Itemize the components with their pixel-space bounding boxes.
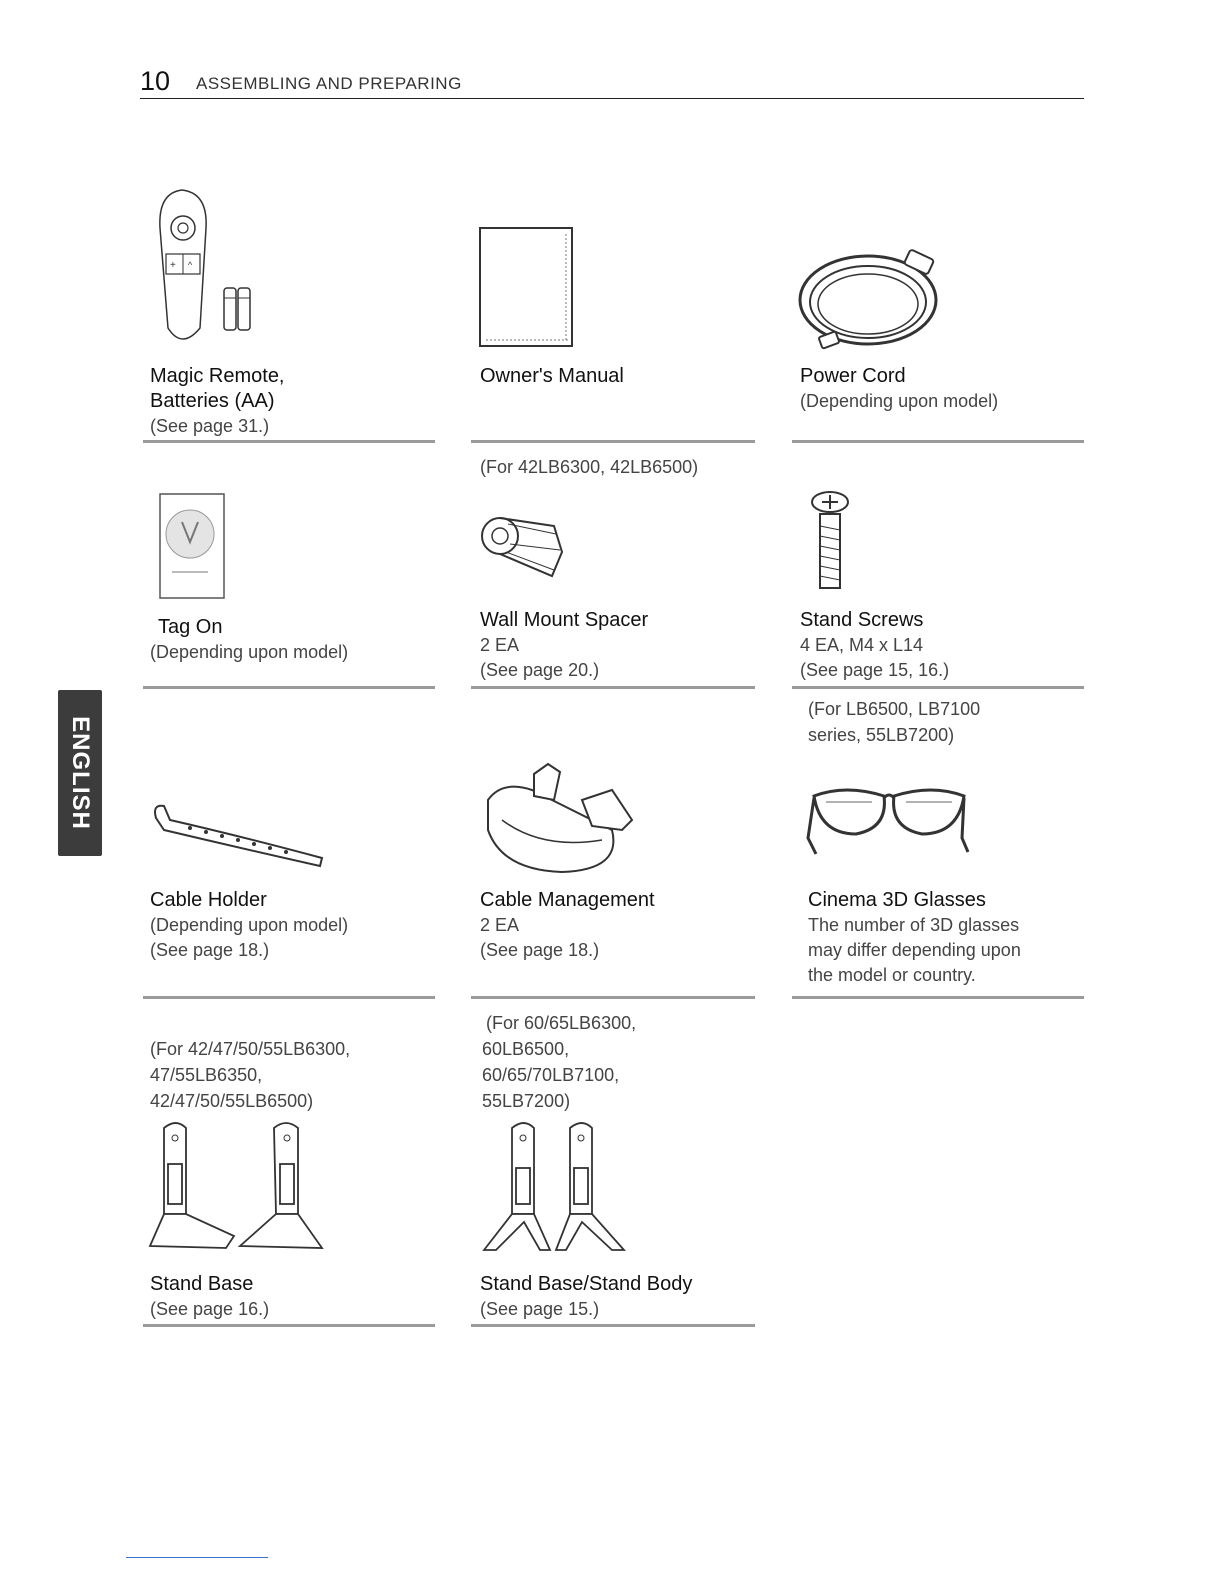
glasses-divider: [792, 996, 1084, 999]
wall-mount-spacer-page-ref: (See page 20.): [480, 660, 600, 680]
glasses-detail-1: The number of 3D glasses: [808, 915, 1020, 935]
power-cord-name: Power Cord: [800, 365, 906, 387]
owners-manual-divider: [471, 440, 755, 443]
glasses-model-note-2: series, 55LB7200): [808, 725, 955, 745]
stand-base-icon: [146, 1118, 326, 1252]
power-cord-divider: [792, 440, 1084, 443]
stand-body-icon: [478, 1118, 628, 1254]
stand-screws-name: Stand Screws: [800, 609, 924, 631]
power-cord-note: (Depending upon model): [800, 391, 999, 411]
bottom-link-underline: [126, 1557, 268, 1558]
stand-body-model-note-3: 60/65/70LB7100,: [482, 1065, 620, 1085]
cable-management-page-ref: (See page 18.): [480, 940, 600, 960]
svg-text:+: +: [170, 260, 176, 271]
tag-on-name: Tag On: [158, 616, 223, 638]
stand-body-divider: [471, 1324, 755, 1327]
wall-mount-spacer-name: Wall Mount Spacer: [480, 609, 649, 631]
page-number: 10: [140, 66, 171, 96]
stand-base-model-note-1: (For 42/47/50/55LB6300,: [150, 1039, 351, 1059]
glasses-model-note-1: (For LB6500, LB7100: [808, 699, 981, 719]
stand-base-model-note-2: 47/55LB6350,: [150, 1065, 263, 1085]
tag-on-divider: [143, 686, 435, 689]
glasses-name: Cinema 3D Glasses: [808, 889, 986, 911]
manual-icon: [478, 226, 578, 350]
cable-management-icon: [482, 760, 642, 880]
cable-management-divider: [471, 996, 755, 999]
stand-body-model-note-1: (For 60/65LB6300,: [486, 1013, 637, 1033]
cable-holder-icon: [150, 800, 330, 870]
magic-remote-page-ref: (See page 31.): [150, 416, 270, 436]
wall-mount-spacer-qty: 2 EA: [480, 635, 520, 655]
svg-text:^: ^: [188, 260, 193, 270]
cable-holder-divider: [143, 996, 435, 999]
screw-icon: [808, 490, 852, 592]
power-cord-icon: [796, 246, 956, 356]
spacer-icon: [478, 504, 568, 586]
owners-manual-name: Owner's Manual: [480, 365, 624, 387]
stand-body-model-note-4: 55LB7200): [482, 1091, 571, 1111]
magic-remote-name-2: Batteries (AA): [150, 390, 275, 412]
glasses-icon: [806, 778, 972, 858]
stand-screws-page-ref: (See page 15, 16.): [800, 660, 950, 680]
language-side-tab: [58, 690, 102, 856]
magic-remote-name-1: Magic Remote,: [150, 365, 285, 387]
header-divider: [140, 98, 1084, 99]
stand-base-name: Stand Base: [150, 1273, 254, 1295]
glasses-detail-3: the model or country.: [808, 965, 976, 985]
stand-base-page-ref: (See page 16.): [150, 1299, 270, 1319]
glasses-detail-2: may differ depending upon: [808, 940, 1021, 960]
stand-base-model-note-3: 42/47/50/55LB6500): [150, 1091, 314, 1111]
tag-on-icon: [158, 492, 226, 600]
stand-screws-qty: 4 EA, M4 x L14: [800, 635, 924, 655]
stand-body-name: Stand Base/Stand Body: [480, 1273, 693, 1295]
cable-holder-page-ref: (See page 18.): [150, 940, 270, 960]
tag-on-note: (Depending upon model): [150, 642, 349, 662]
stand-body-page-ref: (See page 15.): [480, 1299, 600, 1319]
cable-holder-note: (Depending upon model): [150, 915, 349, 935]
cable-management-name: Cable Management: [480, 889, 655, 911]
stand-screws-divider: [792, 686, 1084, 689]
language-label: ENGLISH: [67, 716, 94, 830]
magic-remote-divider: [143, 440, 435, 443]
cable-management-qty: 2 EA: [480, 915, 520, 935]
section-title: ASSEMBLING AND PREPARING: [196, 74, 462, 93]
wall-mount-spacer-model-note: (For 42LB6300, 42LB6500): [480, 457, 699, 477]
wall-mount-spacer-divider: [471, 686, 755, 689]
stand-base-divider: [143, 1324, 435, 1327]
remote-batteries-icon: [150, 188, 260, 358]
stand-body-model-note-2: 60LB6500,: [482, 1039, 570, 1059]
cable-holder-name: Cable Holder: [150, 889, 267, 911]
